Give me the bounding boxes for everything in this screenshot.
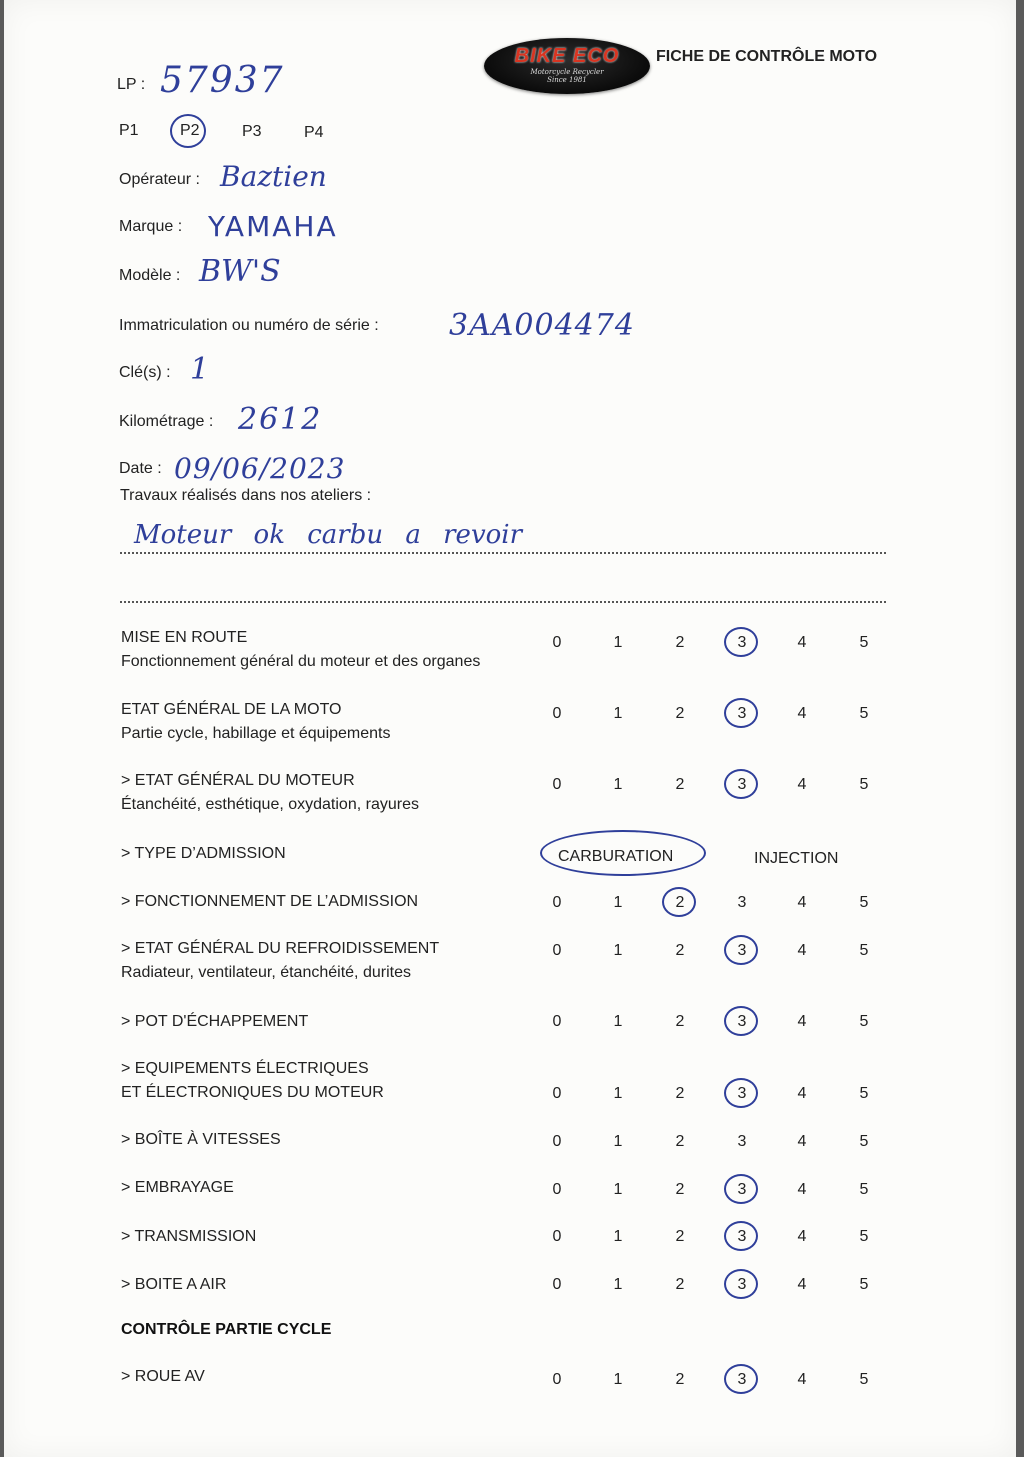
score-option: 3	[737, 1133, 747, 1150]
row-label: > ROUE AV	[121, 1368, 205, 1385]
score-option: 0	[552, 1133, 562, 1150]
operator-value: Baztien	[220, 160, 327, 193]
model-value: BW'S	[199, 254, 281, 289]
score-option: 5	[859, 776, 869, 793]
selected-score-circle	[724, 627, 758, 657]
control-sheet	[4, 0, 1016, 1457]
score-option: 2	[675, 1181, 685, 1198]
row-label: > TYPE D’ADMISSION	[121, 845, 286, 862]
score-option: 5	[859, 894, 869, 911]
serial-label: Immatriculation ou numéro de série :	[119, 317, 379, 334]
score-option: 2	[675, 894, 685, 911]
selected-score-circle	[724, 935, 758, 965]
score-option: 5	[859, 634, 869, 651]
score-option: 5	[859, 1228, 869, 1245]
row-sublabel: Étanchéité, esthétique, oxydation, rayures	[121, 796, 419, 813]
row-sublabel: Partie cycle, habillage et équipements	[121, 725, 391, 742]
admission-option-carburation: CARBURATION	[558, 848, 674, 865]
score-option: 4	[797, 1276, 807, 1293]
row-label: > TRANSMISSION	[121, 1228, 257, 1245]
row-label: MISE EN ROUTE	[121, 629, 248, 646]
score-option: 2	[675, 634, 685, 651]
score-option: 1	[613, 1181, 623, 1198]
score-option: 5	[859, 1371, 869, 1388]
score-option: 2	[675, 1013, 685, 1030]
score-option: 2	[675, 1133, 685, 1150]
score-option: 1	[613, 1013, 623, 1030]
works-dotted-line-2	[120, 601, 886, 603]
selected-score-circle	[724, 698, 758, 728]
row-sublabel: Fonctionnement général du moteur et des organes	[121, 653, 481, 670]
score-option: 1	[613, 1085, 623, 1102]
score-option: 5	[859, 1013, 869, 1030]
serial-value: 3AA004474	[449, 308, 635, 343]
mileage-value: 2612	[238, 402, 323, 437]
lp-label: LP :	[117, 76, 146, 93]
selected-score-circle	[724, 1364, 758, 1394]
works-dotted-line-1	[120, 552, 886, 554]
row-sublabel: Radiateur, ventilateur, étanchéité, durites	[121, 964, 411, 981]
score-option: 4	[797, 1181, 807, 1198]
logo-since: Since 1981	[547, 76, 587, 84]
score-option: 0	[552, 1371, 562, 1388]
score-option: 4	[797, 942, 807, 959]
score-option: 1	[613, 942, 623, 959]
row-label: > BOÎTE À VITESSES	[121, 1131, 281, 1148]
score-option: 4	[797, 1085, 807, 1102]
score-option: 4	[797, 634, 807, 651]
score-option: 5	[859, 705, 869, 722]
score-option: 3	[737, 1181, 747, 1198]
score-option: 2	[675, 1228, 685, 1245]
score-option: 0	[552, 634, 562, 651]
score-option: 5	[859, 1133, 869, 1150]
score-option: 1	[613, 1228, 623, 1245]
score-option: 0	[552, 1013, 562, 1030]
score-option: 4	[797, 1013, 807, 1030]
score-option: 3	[737, 776, 747, 793]
selected-score-circle	[662, 887, 696, 917]
sheet-title: FICHE DE CONTRÔLE MOTO	[656, 48, 878, 65]
brand-value: YAMAHA	[208, 210, 338, 243]
score-option: 3	[737, 1085, 747, 1102]
row-label: > ETAT GÉNÉRAL DU MOTEUR	[121, 772, 355, 789]
selected-score-circle	[724, 1269, 758, 1299]
score-option: 0	[552, 776, 562, 793]
logo-brand: BIKE ECO	[514, 45, 620, 67]
score-option: 3	[737, 1013, 747, 1030]
score-option: 0	[552, 1228, 562, 1245]
score-option: 0	[552, 1276, 562, 1293]
row-label: ETAT GÉNÉRAL DE LA MOTO	[121, 701, 342, 718]
score-option: 4	[797, 1133, 807, 1150]
selected-score-circle	[724, 1221, 758, 1251]
model-label: Modèle :	[119, 267, 181, 284]
score-option: 0	[552, 1085, 562, 1102]
score-option: 5	[859, 1181, 869, 1198]
row-label: > EQUIPEMENTS ÉLECTRIQUES	[121, 1060, 369, 1077]
score-option: 3	[737, 1276, 747, 1293]
bike-eco-logo	[484, 38, 650, 94]
works-value: Moteur ok carbu a revoir	[134, 520, 523, 550]
score-option: 5	[859, 942, 869, 959]
priority-p1: P1	[119, 122, 139, 139]
score-option: 5	[859, 1276, 869, 1293]
brand-label: Marque :	[119, 218, 183, 235]
score-option: 0	[552, 705, 562, 722]
score-option: 0	[552, 1181, 562, 1198]
score-option: 4	[797, 776, 807, 793]
row-label: > EMBRAYAGE	[121, 1179, 234, 1196]
row-label: > POT D'ÉCHAPPEMENT	[121, 1013, 309, 1030]
date-value: 09/06/2023	[174, 452, 346, 485]
score-option: 1	[613, 1133, 623, 1150]
score-option: 5	[859, 1085, 869, 1102]
selected-score-circle	[724, 1174, 758, 1204]
score-option: 4	[797, 705, 807, 722]
score-option: 4	[797, 894, 807, 911]
score-option: 3	[737, 705, 747, 722]
score-option: 3	[737, 942, 747, 959]
score-option: 1	[613, 634, 623, 651]
selected-score-circle	[724, 769, 758, 799]
section-title-cycle: CONTRÔLE PARTIE CYCLE	[121, 1321, 332, 1338]
score-option: 3	[737, 634, 747, 651]
score-option: 3	[737, 894, 747, 911]
score-option: 2	[675, 776, 685, 793]
score-option: 0	[552, 942, 562, 959]
keys-value: 1	[190, 352, 210, 387]
row-sublabel: ET ÉLECTRONIQUES DU MOTEUR	[121, 1084, 384, 1101]
selected-score-circle	[724, 1006, 758, 1036]
score-option: 1	[613, 894, 623, 911]
score-option: 0	[552, 894, 562, 911]
priority-p3: P3	[242, 123, 262, 140]
mileage-label: Kilométrage :	[119, 413, 214, 430]
score-option: 2	[675, 1085, 685, 1102]
operator-label: Opérateur :	[119, 171, 200, 188]
works-label: Travaux réalisés dans nos ateliers :	[120, 487, 372, 504]
score-option: 2	[675, 1371, 685, 1388]
score-option: 2	[675, 1276, 685, 1293]
priority-p2: P2	[180, 122, 200, 139]
logo-tagline: Motorcycle Recycler	[530, 68, 604, 76]
score-option: 2	[675, 942, 685, 959]
score-option: 3	[737, 1228, 747, 1245]
score-option: 1	[613, 1276, 623, 1293]
score-option: 1	[613, 776, 623, 793]
row-label: > ETAT GÉNÉRAL DU REFROIDISSEMENT	[121, 940, 440, 957]
priority-p2-circle	[170, 114, 206, 148]
row-label: > BOITE A AIR	[121, 1276, 227, 1293]
keys-label: Clé(s) :	[119, 364, 171, 381]
score-option: 1	[613, 1371, 623, 1388]
score-option: 2	[675, 705, 685, 722]
date-label: Date :	[119, 460, 162, 477]
score-option: 1	[613, 705, 623, 722]
lp-value: 57937	[160, 60, 285, 101]
selected-score-circle	[724, 1078, 758, 1108]
score-option: 4	[797, 1371, 807, 1388]
score-option: 4	[797, 1228, 807, 1245]
row-label: > FONCTIONNEMENT DE L’ADMISSION	[121, 893, 419, 910]
score-option: 3	[737, 1371, 747, 1388]
admission-option-injection: INJECTION	[754, 850, 839, 867]
priority-p4: P4	[304, 124, 324, 141]
